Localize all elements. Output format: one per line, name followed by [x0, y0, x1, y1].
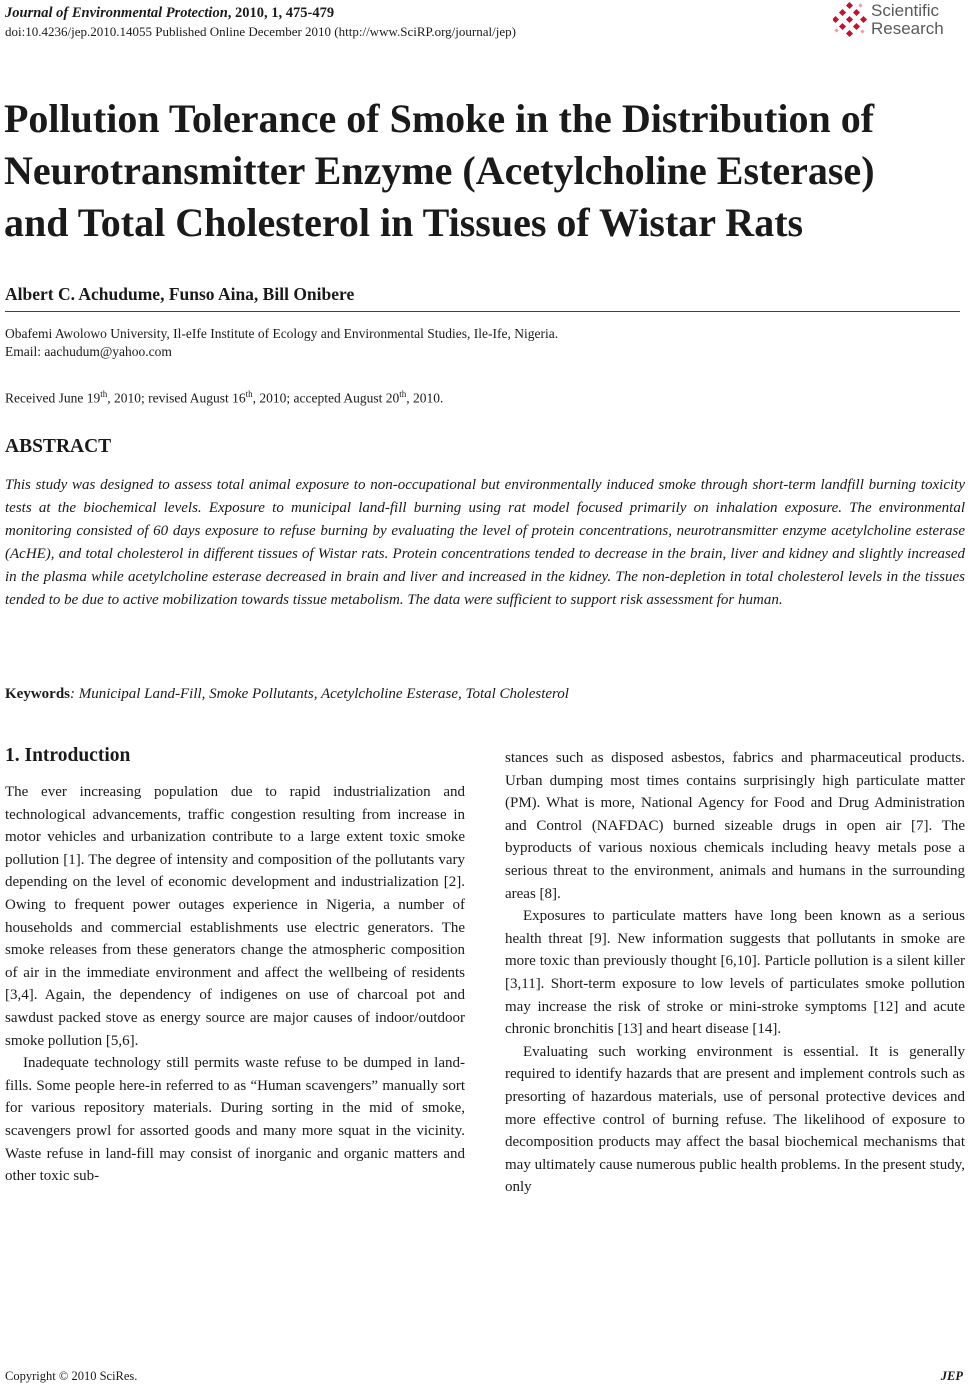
abstract-heading: ABSTRACT — [5, 436, 112, 457]
journal-volume: , 2010, 1, 475-479 — [227, 5, 335, 21]
section-heading: 1. Introduction — [5, 745, 131, 766]
divider — [5, 311, 960, 312]
journal-abbreviation: JEP — [940, 1369, 963, 1383]
author-email: Email: aachudum@yahoo.com — [5, 344, 172, 359]
revised-part: , 2010; revised August 16 — [107, 390, 246, 406]
received-part: Received June 19 — [5, 390, 101, 406]
logo-line-2: Research — [871, 19, 944, 38]
paragraph: stances such as disposed asbestos, fabrics and pharmaceutical products. Urban dumping most times contains surprisingly high particulate matter (PM). What is more, National Agency for Food and Drug Administration and Control (NAFDAC) burned sizeable drugs in open air [7]. The byproducts of various noxious chemicals including heavy metals pose a serious threat to the environment, animals and humans in the surrounding areas [8]. — [505, 750, 965, 902]
title-line-2: Neurotransmitter Enzyme (Acetylcholine Esterase) — [4, 148, 875, 193]
received-dates — [5, 385, 443, 408]
accepted-part: , 2010; accepted August 20 — [252, 390, 400, 406]
ordinal-suffix: th — [245, 389, 253, 399]
logo-line-1: Scientific — [871, 1, 940, 20]
copyright-notice: Copyright © 2010 SciRes. — [5, 1369, 138, 1383]
year-part: , 2010. — [406, 390, 444, 406]
title-line-3: and Total Cholesterol in Tissues of Wistar Rats — [4, 200, 804, 245]
ordinal-suffix: th — [100, 389, 108, 399]
keywords — [5, 683, 965, 705]
doi-line: doi:10.4236/jep.2010.14055 Published Online December 2010 (http://www.SciRP.org/journal/jep) — [5, 24, 516, 39]
body-column-left — [5, 781, 465, 1188]
title-line-1: Pollution Tolerance of Smoke in the Distribution of — [4, 96, 875, 141]
paragraph: Evaluating such working environment is essential. It is generally required to identify hazards that are present and implement controls such as presorting of hazardous materials, use of personal protective devices and more effective control of burning refuse. The likelihood of exposure to decomposition products may affect the basal biochemical mechanisms that may ultimately cause numerous public health problems. In the present study, only — [505, 1043, 965, 1196]
publisher-logo — [833, 2, 963, 44]
ordinal-suffix: th — [399, 389, 407, 399]
body-column-right — [505, 747, 965, 1199]
journal-name: Journal of Environmental Protection — [5, 5, 228, 21]
abstract-text: This study was designed to assess total animal exposure to non-occupational but environmentally induced smoke through short-term landfill burning toxicity tests at the biochemical levels. Exposure to municipal land-fill burning using rat model focused primarily on inhalation exposure. The environmental monitoring consisted of 60 days exposure to refuse burning by evaluating the level of protein concentrations, neurotransmitter enzyme acetylcholine esterase (AcHE), and total cholesterol in different tissues of Wistar rats. Protein concentrations tended to decrease in the brain, liver and kidney and slightly increased in the plasma while acetylcholine esterase decreased in brain and liver and increased in the kidney. The non-depletion in total cholesterol levels in the tissues tended to be due to active mobilization towards tissue metabolism. The data were sufficient to support risk assessment for human. — [5, 477, 965, 608]
paragraph: Inadequate technology still permits waste refuse to be dumped in land-fills. Some people here-in referred to as “Human scavengers” manually sort for various repository materials. During sorting in the mid of smoke, scavengers prowl for assorted goods and many more squat in the vicinity. Waste refuse in land-fill may consist of inorganic and organic matters and other toxic sub- — [5, 1055, 465, 1185]
author-list: Albert C. Achudume, Funso Aina, Bill Onibere — [5, 284, 355, 304]
keywords-list: : Municipal Land-Fill, Smoke Pollutants, Acetylcholine Esterase, Total Cholesterol — [70, 686, 569, 702]
paragraph: Exposures to particulate matters have long been known as a serious health threat [9]. New information suggests that pollutants in smoke are more toxic than previously thought [6,10]. Particle pollution is a silent killer [3,11]. Short-term exposure to low levels of particulates smoke pollution may increase the risk of stroke or mini-stroke symptoms [12] and acute chronic bronchitis [13] and heart disease [14]. — [505, 908, 965, 1038]
journal-citation — [5, 4, 334, 23]
scirp-dots-logo-icon — [833, 2, 869, 42]
affiliation: Obafemi Awolowo University, Il-eIfe Institute of Ecology and Environmental Studies, Ile-Ife, Nigeria. — [5, 326, 559, 341]
keywords-label: Keywords — [5, 686, 70, 702]
article-title — [4, 93, 966, 249]
paragraph: The ever increasing population due to rapid industrialization and technological advancements, traffic congestion resulting from increase in motor vehicles and urbanization contribute to a large extent toxic smoke pollution [1]. The degree of intensity and composition of the pollutants vary depending on the level of economic development and industrialization [2]. Owing to frequent power outages experience in Nigeria, a number of households and commercial establishments use electric generators. The smoke releases from these generators change the atmospheric composition of air in the immediate environment and affect the wellbeing of residents [3,4]. Again, the dependency of indigenes on use of charcoal pot and sawdust packed stove as energy source are major causes of indoor/outdoor smoke pollution [5,6]. — [5, 784, 465, 1049]
